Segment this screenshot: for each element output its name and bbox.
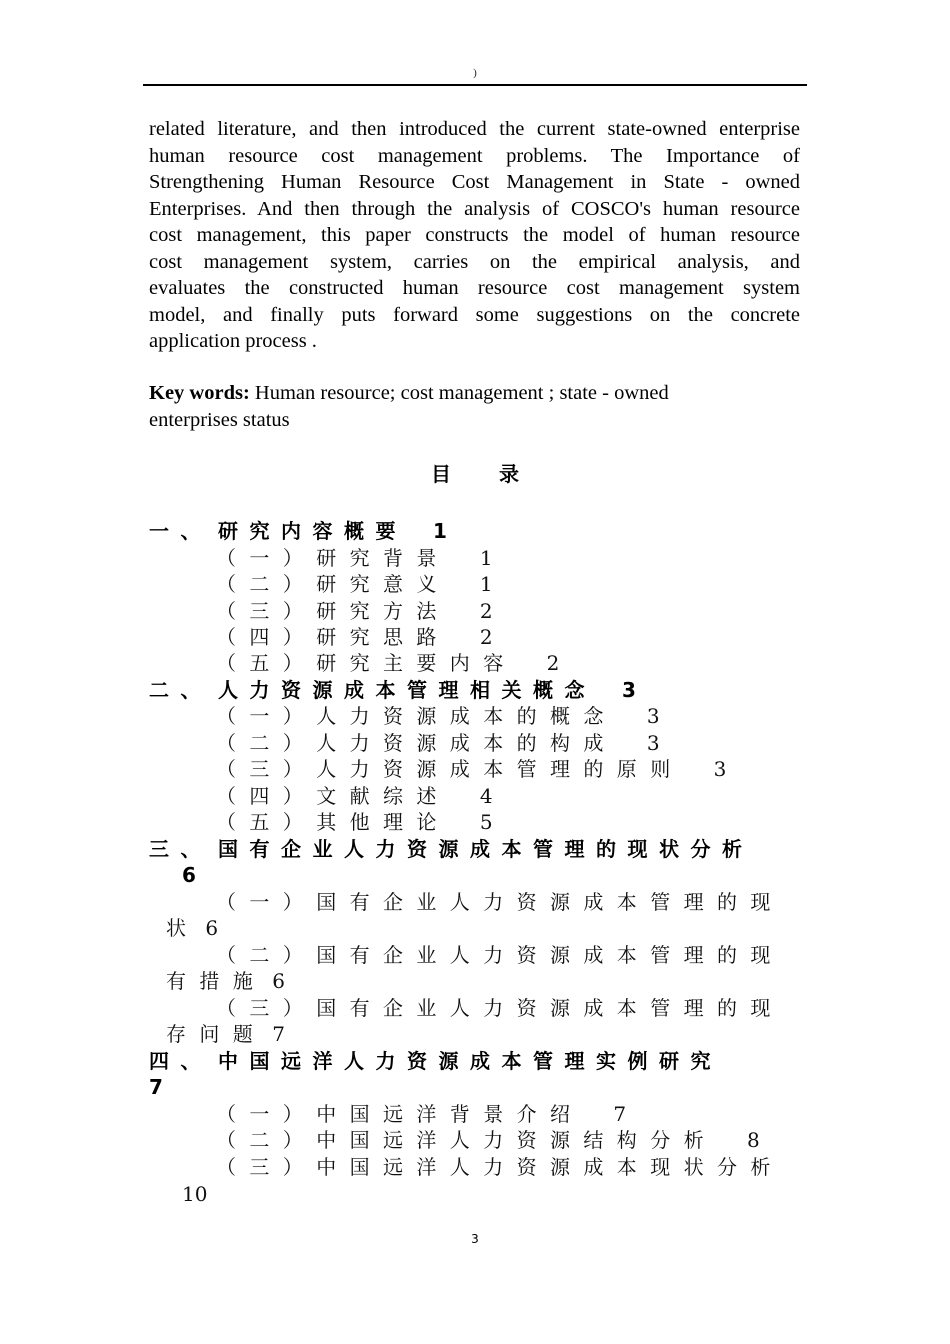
toc-entry-page-number: 7 bbox=[149, 1075, 163, 1099]
abstract-line: related literature, and then introduced the current state-owned enterprise bbox=[149, 118, 800, 140]
toc-section-entry[interactable] bbox=[216, 598, 493, 624]
toc-entry-title: 中国远洋背景介绍 bbox=[316, 1102, 584, 1126]
toc-section-entry[interactable] bbox=[216, 1154, 784, 1180]
keywords-block bbox=[149, 380, 800, 433]
toc-entry-page-number: 6 bbox=[205, 916, 219, 940]
toc-entry-title: 国有企业人力资源成本管理的现状分析 bbox=[218, 837, 754, 861]
toc-section-entry[interactable] bbox=[216, 783, 493, 809]
toc-entry-page-number: 3 bbox=[646, 731, 660, 755]
toc-entry-number: 二、 bbox=[149, 678, 212, 702]
toc-entry-page-number: 2 bbox=[479, 599, 493, 623]
keywords-text: Human resource; cost management ; state - owned bbox=[249, 382, 669, 404]
toc-entry-page-number: 7 bbox=[272, 1022, 285, 1046]
toc-title-char: 录 bbox=[499, 462, 519, 486]
toc-entry-number: （三） bbox=[216, 1155, 317, 1179]
toc-entry-title: 研究意义 bbox=[316, 572, 450, 596]
toc-entry-number: （二） bbox=[216, 731, 317, 755]
toc-entry-title: 研究思路 bbox=[316, 625, 450, 649]
toc-entry-title: 研究主要内容 bbox=[316, 651, 517, 675]
page-header: ) bbox=[473, 67, 477, 79]
abstract-line: cost management, this paper constructs the model of human resource bbox=[149, 224, 800, 246]
abstract-line: Strengthening Human Resource Cost Management in State - owned bbox=[149, 171, 800, 193]
toc-entry-title: 国有企业人力资源成本管理的现 bbox=[316, 996, 784, 1020]
toc-entry-continuation[interactable] bbox=[166, 968, 285, 994]
toc-entry-number: （一） bbox=[216, 546, 317, 570]
toc-entry-title: 其他理论 bbox=[316, 810, 450, 834]
toc-entry-page-number: 3 bbox=[646, 704, 660, 728]
toc-entry-title: 中国远洋人力资源成本管理实例研究 bbox=[218, 1049, 722, 1073]
toc-entry-page-number: 4 bbox=[479, 784, 493, 808]
toc-section-entry[interactable] bbox=[216, 650, 559, 676]
toc-entry-number: （二） bbox=[216, 1128, 317, 1152]
toc-entry-title: 研究方法 bbox=[316, 599, 450, 623]
toc-entry-continuation[interactable] bbox=[182, 862, 196, 888]
toc-entry-page-number: 2 bbox=[479, 625, 493, 649]
toc-section-entry[interactable] bbox=[216, 624, 493, 650]
toc-entry-title-continued: 存问题 bbox=[166, 1022, 267, 1046]
toc-section-entry[interactable] bbox=[216, 889, 784, 915]
abstract-line: human resource cost management problems. The Importance of bbox=[149, 144, 800, 167]
abstract-paragraph bbox=[149, 116, 800, 355]
toc-entry-number: 三、 bbox=[149, 837, 212, 861]
abstract-line: application process . bbox=[149, 330, 317, 352]
toc-section-entry[interactable] bbox=[216, 942, 784, 968]
toc-section-entry[interactable] bbox=[216, 545, 493, 571]
toc-title-char: 目 bbox=[431, 462, 451, 486]
toc-entry-number: （五） bbox=[216, 810, 317, 834]
toc-entry-number: （三） bbox=[216, 757, 317, 781]
toc-section-entry[interactable] bbox=[216, 1101, 626, 1127]
toc-entry-title: 中国远洋人力资源成本现状分析 bbox=[316, 1155, 784, 1179]
toc-title bbox=[0, 460, 950, 488]
toc-entry-page-number: 1 bbox=[433, 519, 447, 543]
toc-entry-title-continued: 状 bbox=[166, 916, 200, 940]
toc-entry-number: （五） bbox=[216, 651, 317, 675]
keywords-line: enterprises status bbox=[149, 408, 290, 431]
toc-entry-page-number: 2 bbox=[546, 651, 560, 675]
toc-entry-number: （四） bbox=[216, 625, 317, 649]
toc-section-entry[interactable] bbox=[216, 995, 784, 1021]
toc-section-entry[interactable] bbox=[216, 1127, 760, 1153]
toc-entry-title: 人力资源成本管理相关概念 bbox=[218, 678, 596, 702]
toc-entry-continuation[interactable] bbox=[149, 1074, 163, 1100]
toc-entry-title: 文献综述 bbox=[316, 784, 450, 808]
toc-entry-page-number: 3 bbox=[622, 678, 636, 702]
toc-section-entry[interactable] bbox=[216, 730, 660, 756]
toc-entry-number: （二） bbox=[216, 572, 317, 596]
toc-entry-title: 中国远洋人力资源结构分析 bbox=[316, 1128, 718, 1152]
toc-chapter-entry[interactable] bbox=[149, 677, 636, 703]
toc-section-entry[interactable] bbox=[216, 809, 493, 835]
toc-entry-title: 人力资源成本的概念 bbox=[316, 704, 617, 728]
toc-entry-title: 人力资源成本管理的原则 bbox=[316, 757, 684, 781]
abstract-line: cost management system, carries on the empirical analysis, and bbox=[149, 250, 800, 273]
abstract-line: Enterprises. And then through the analysis of COSCO's human resource bbox=[149, 197, 800, 220]
toc-entry-continuation[interactable] bbox=[182, 1181, 207, 1207]
toc-entry-number: （一） bbox=[216, 890, 317, 914]
toc-chapter-entry[interactable] bbox=[149, 518, 447, 544]
toc-entry-title-continued: 有措施 bbox=[166, 969, 267, 993]
toc-entry-page-number: 10 bbox=[182, 1182, 208, 1206]
toc-entry-number: （一） bbox=[216, 704, 317, 728]
toc-section-entry[interactable] bbox=[216, 571, 493, 597]
toc-section-entry[interactable] bbox=[216, 756, 726, 782]
keywords-label: Key words: bbox=[149, 382, 250, 404]
toc-entry-title: 国有企业人力资源成本管理的现 bbox=[316, 943, 784, 967]
toc-chapter-entry[interactable] bbox=[149, 1048, 722, 1074]
toc-entry-page-number: 1 bbox=[479, 546, 493, 570]
header-divider bbox=[143, 84, 807, 86]
toc-entry-number: 四、 bbox=[149, 1049, 212, 1073]
toc-entry-page-number: 3 bbox=[713, 757, 727, 781]
page-number: 3 bbox=[471, 1232, 479, 1246]
keywords-line bbox=[149, 380, 800, 407]
toc-entry-number: （一） bbox=[216, 1102, 317, 1126]
toc-entry-number: （三） bbox=[216, 996, 317, 1020]
toc-entry-page-number: 5 bbox=[479, 810, 493, 834]
toc-entry-title: 国有企业人力资源成本管理的现 bbox=[316, 890, 784, 914]
toc-entry-page-number: 7 bbox=[613, 1102, 627, 1126]
toc-entry-title: 研究内容概要 bbox=[218, 519, 407, 543]
toc-entry-title: 人力资源成本的构成 bbox=[316, 731, 617, 755]
toc-entry-page-number: 8 bbox=[747, 1128, 760, 1152]
toc-entry-page-number: 6 bbox=[182, 863, 196, 887]
toc-entry-continuation[interactable] bbox=[166, 1021, 285, 1047]
toc-entry-continuation[interactable] bbox=[166, 915, 218, 941]
abstract-line: model, and finally puts forward some suggestions on the concrete bbox=[149, 303, 800, 326]
toc-entry-number: 一、 bbox=[149, 519, 212, 543]
toc-entry-number: （三） bbox=[216, 599, 317, 623]
toc-chapter-entry[interactable] bbox=[149, 836, 754, 862]
toc-entry-page-number: 1 bbox=[479, 572, 493, 596]
toc-entry-title: 研究背景 bbox=[316, 546, 450, 570]
toc-entry-number: （二） bbox=[216, 943, 317, 967]
toc-entry-page-number: 6 bbox=[272, 969, 285, 993]
abstract-line: evaluates the constructed human resource cost management system bbox=[149, 277, 800, 299]
toc-entry-number: （四） bbox=[216, 784, 317, 808]
toc-section-entry[interactable] bbox=[216, 703, 660, 729]
